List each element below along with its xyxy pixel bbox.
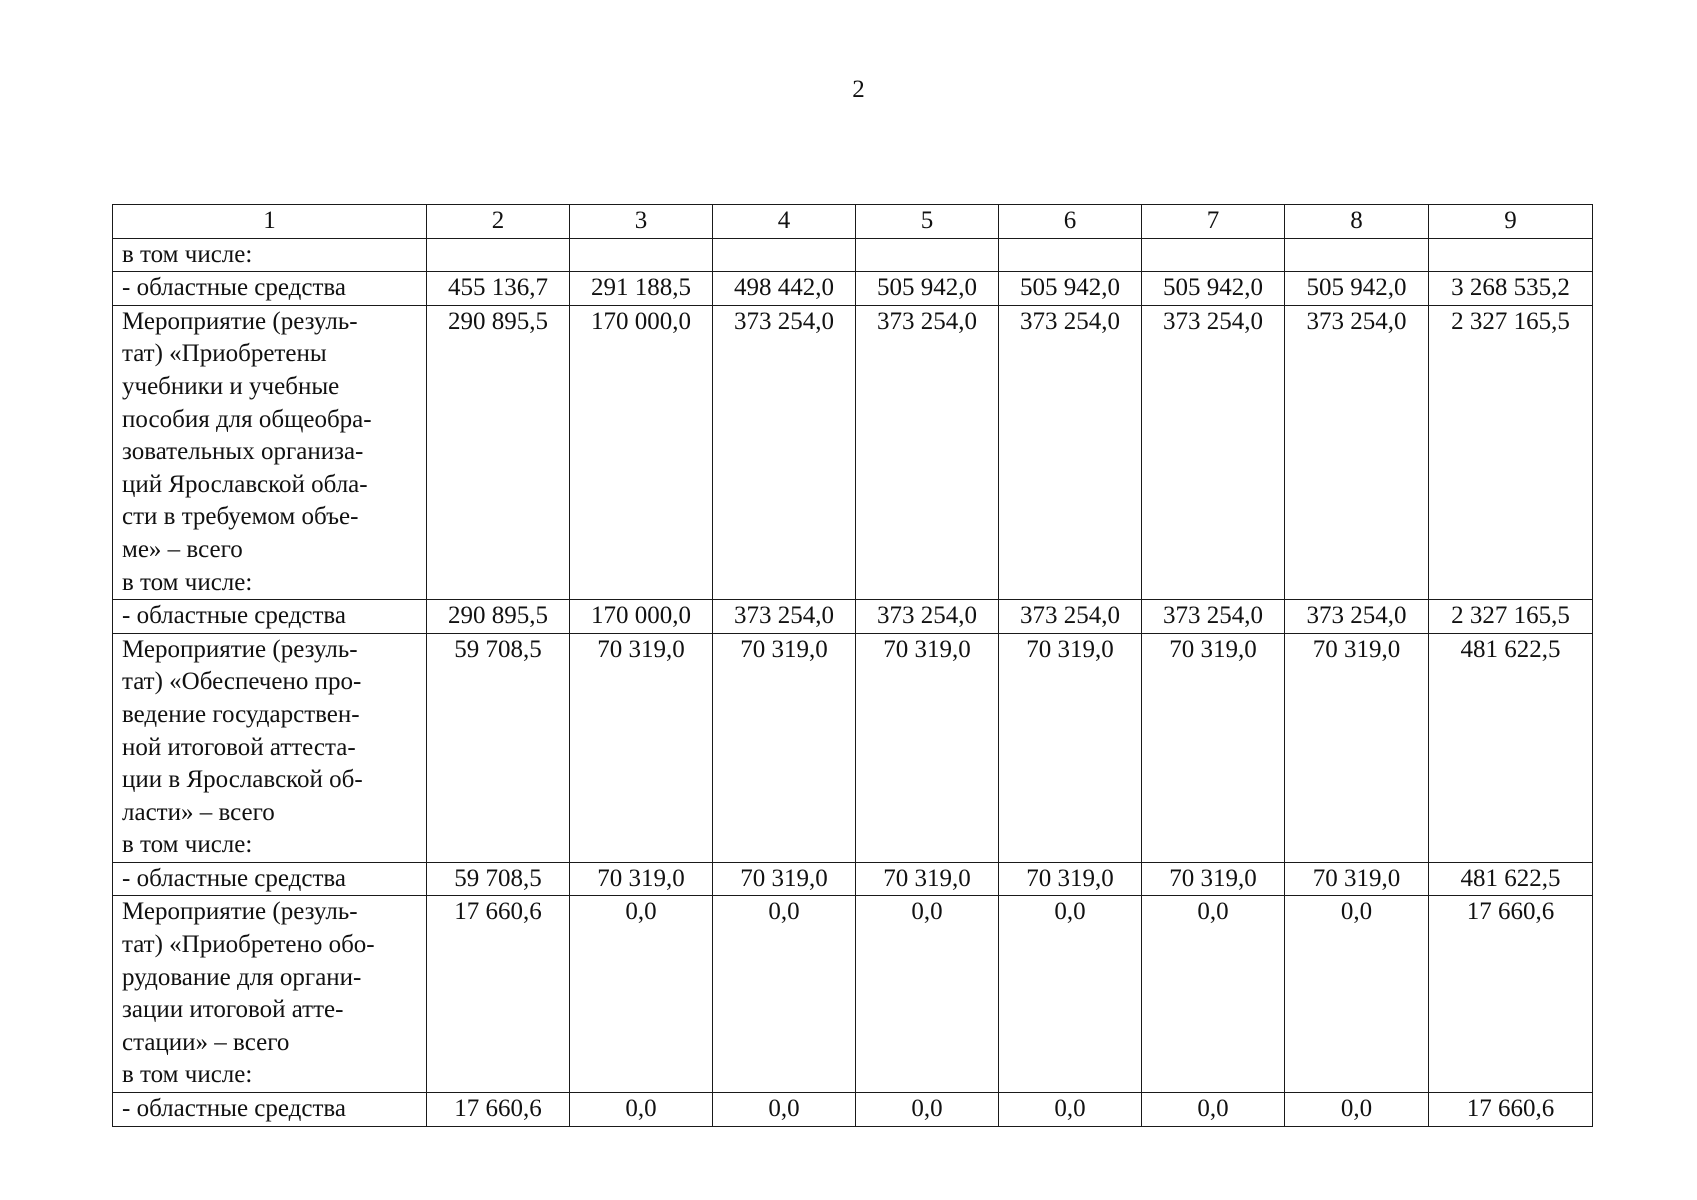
measure-row [113, 305, 1593, 599]
value-cell: 2 327 165,5 [1429, 600, 1593, 634]
value-cell: 0,0 [1142, 1093, 1285, 1127]
regional-funds-row [113, 862, 1593, 896]
value-cell: 0,0 [570, 1093, 713, 1127]
regional-funds-label: - областные средства [113, 272, 427, 306]
value-cell: 373 254,0 [713, 305, 856, 599]
regional-funds-row [113, 600, 1593, 634]
measure-label [113, 633, 427, 862]
empty-cell [570, 238, 713, 272]
measure-label-line: стации» – всего [122, 1028, 290, 1056]
value-cell: 373 254,0 [1142, 600, 1285, 634]
value-cell: 70 319,0 [1285, 633, 1429, 862]
measure-label-line: ме» – всего [122, 535, 243, 563]
measure-label-line: Мероприятие (резуль- [122, 307, 358, 335]
value-cell: 170 000,0 [570, 305, 713, 599]
value-cell: 70 319,0 [999, 633, 1142, 862]
value-cell: 0,0 [856, 896, 999, 1093]
value-cell: 0,0 [856, 1093, 999, 1127]
measure-row [113, 633, 1593, 862]
value-cell: 70 319,0 [713, 862, 856, 896]
value-cell: 481 622,5 [1429, 633, 1593, 862]
value-cell: 373 254,0 [1285, 600, 1429, 634]
value-cell: 70 319,0 [1285, 862, 1429, 896]
column-header-4: 4 [713, 205, 856, 239]
value-cell: 70 319,0 [856, 633, 999, 862]
empty-cell [1285, 238, 1429, 272]
measure-row [113, 896, 1593, 1093]
column-header-6: 6 [999, 205, 1142, 239]
empty-cell [1429, 238, 1593, 272]
value-cell: 291 188,5 [570, 272, 713, 306]
value-cell: 505 942,0 [1142, 272, 1285, 306]
column-header-2: 2 [427, 205, 570, 239]
value-cell: 373 254,0 [999, 600, 1142, 634]
value-cell: 373 254,0 [856, 305, 999, 599]
measure-label-line: рудование для органи- [122, 963, 362, 991]
measure-label-line: ной итоговой аттеста- [122, 733, 356, 761]
value-cell: 0,0 [999, 896, 1142, 1093]
value-cell: 505 942,0 [856, 272, 999, 306]
measure-label-line: ведение государствен- [122, 700, 360, 728]
column-header-9: 9 [1429, 205, 1593, 239]
column-header-1: 1 [113, 205, 427, 239]
value-cell: 2 327 165,5 [1429, 305, 1593, 599]
value-cell: 0,0 [1142, 896, 1285, 1093]
measure-label-line: тат) «Приобретено обо- [122, 931, 375, 959]
value-cell: 70 319,0 [713, 633, 856, 862]
measure-label-line: в том числе: [122, 1061, 253, 1089]
empty-cell [856, 238, 999, 272]
value-cell: 498 442,0 [713, 272, 856, 306]
regional-funds-row [113, 1093, 1593, 1127]
measure-label-line: зации итоговой атте- [122, 996, 344, 1024]
measure-label-line: зовательных организа- [122, 438, 364, 466]
measure-label-line: Мероприятие (резуль- [122, 898, 358, 926]
measure-label-line: тат) «Обеспечено про- [122, 668, 362, 696]
value-cell: 505 942,0 [999, 272, 1142, 306]
value-cell: 59 708,5 [427, 633, 570, 862]
measure-label-line: учебники и учебные [122, 372, 340, 400]
empty-cell [999, 238, 1142, 272]
value-cell: 170 000,0 [570, 600, 713, 634]
value-cell: 0,0 [713, 896, 856, 1093]
measure-label-line: в том числе: [122, 831, 253, 859]
column-header-8: 8 [1285, 205, 1429, 239]
measure-label [113, 896, 427, 1093]
page-number: 2 [852, 76, 865, 103]
intro-row [113, 238, 1593, 272]
value-cell: 3 268 535,2 [1429, 272, 1593, 306]
measure-label [113, 305, 427, 599]
measure-label-line: в том числе: [122, 568, 253, 596]
intro-regional-row [113, 272, 1593, 306]
value-cell: 373 254,0 [999, 305, 1142, 599]
value-cell: 70 319,0 [1142, 862, 1285, 896]
budget-table [112, 204, 1593, 1127]
header-row [113, 205, 1593, 239]
empty-cell [713, 238, 856, 272]
measure-label-line: ций Ярославской обла- [122, 470, 368, 498]
measure-label-line: ласти» – всего [122, 798, 275, 826]
value-cell: 59 708,5 [427, 862, 570, 896]
value-cell: 70 319,0 [1142, 633, 1285, 862]
column-header-7: 7 [1142, 205, 1285, 239]
empty-cell [1142, 238, 1285, 272]
value-cell: 0,0 [570, 896, 713, 1093]
value-cell: 70 319,0 [999, 862, 1142, 896]
table-body [113, 205, 1593, 1127]
value-cell: 505 942,0 [1285, 272, 1429, 306]
column-header-3: 3 [570, 205, 713, 239]
value-cell: 373 254,0 [856, 600, 999, 634]
value-cell: 70 319,0 [570, 862, 713, 896]
value-cell: 290 895,5 [427, 305, 570, 599]
value-cell: 455 136,7 [427, 272, 570, 306]
intro-label: в том числе: [113, 238, 427, 272]
regional-funds-label: - областные средства [113, 862, 427, 896]
value-cell: 17 660,6 [427, 896, 570, 1093]
value-cell: 373 254,0 [713, 600, 856, 634]
value-cell: 0,0 [1285, 896, 1429, 1093]
measure-label-line: сти в требуемом объе- [122, 503, 359, 531]
value-cell: 17 660,6 [427, 1093, 570, 1127]
value-cell: 70 319,0 [856, 862, 999, 896]
value-cell: 373 254,0 [1142, 305, 1285, 599]
value-cell: 17 660,6 [1429, 1093, 1593, 1127]
measure-label-line: пособия для общеобра- [122, 405, 372, 433]
measure-label-line: ции в Ярославской об- [122, 766, 363, 794]
column-header-5: 5 [856, 205, 999, 239]
value-cell: 0,0 [999, 1093, 1142, 1127]
empty-cell [427, 238, 570, 272]
value-cell: 0,0 [713, 1093, 856, 1127]
value-cell: 481 622,5 [1429, 862, 1593, 896]
measure-label-line: тат) «Приобретены [122, 340, 327, 368]
value-cell: 0,0 [1285, 1093, 1429, 1127]
value-cell: 70 319,0 [570, 633, 713, 862]
value-cell: 17 660,6 [1429, 896, 1593, 1093]
measure-label-line: Мероприятие (резуль- [122, 635, 358, 663]
value-cell: 373 254,0 [1285, 305, 1429, 599]
regional-funds-label: - областные средства [113, 1093, 427, 1127]
value-cell: 290 895,5 [427, 600, 570, 634]
regional-funds-label: - областные средства [113, 600, 427, 634]
